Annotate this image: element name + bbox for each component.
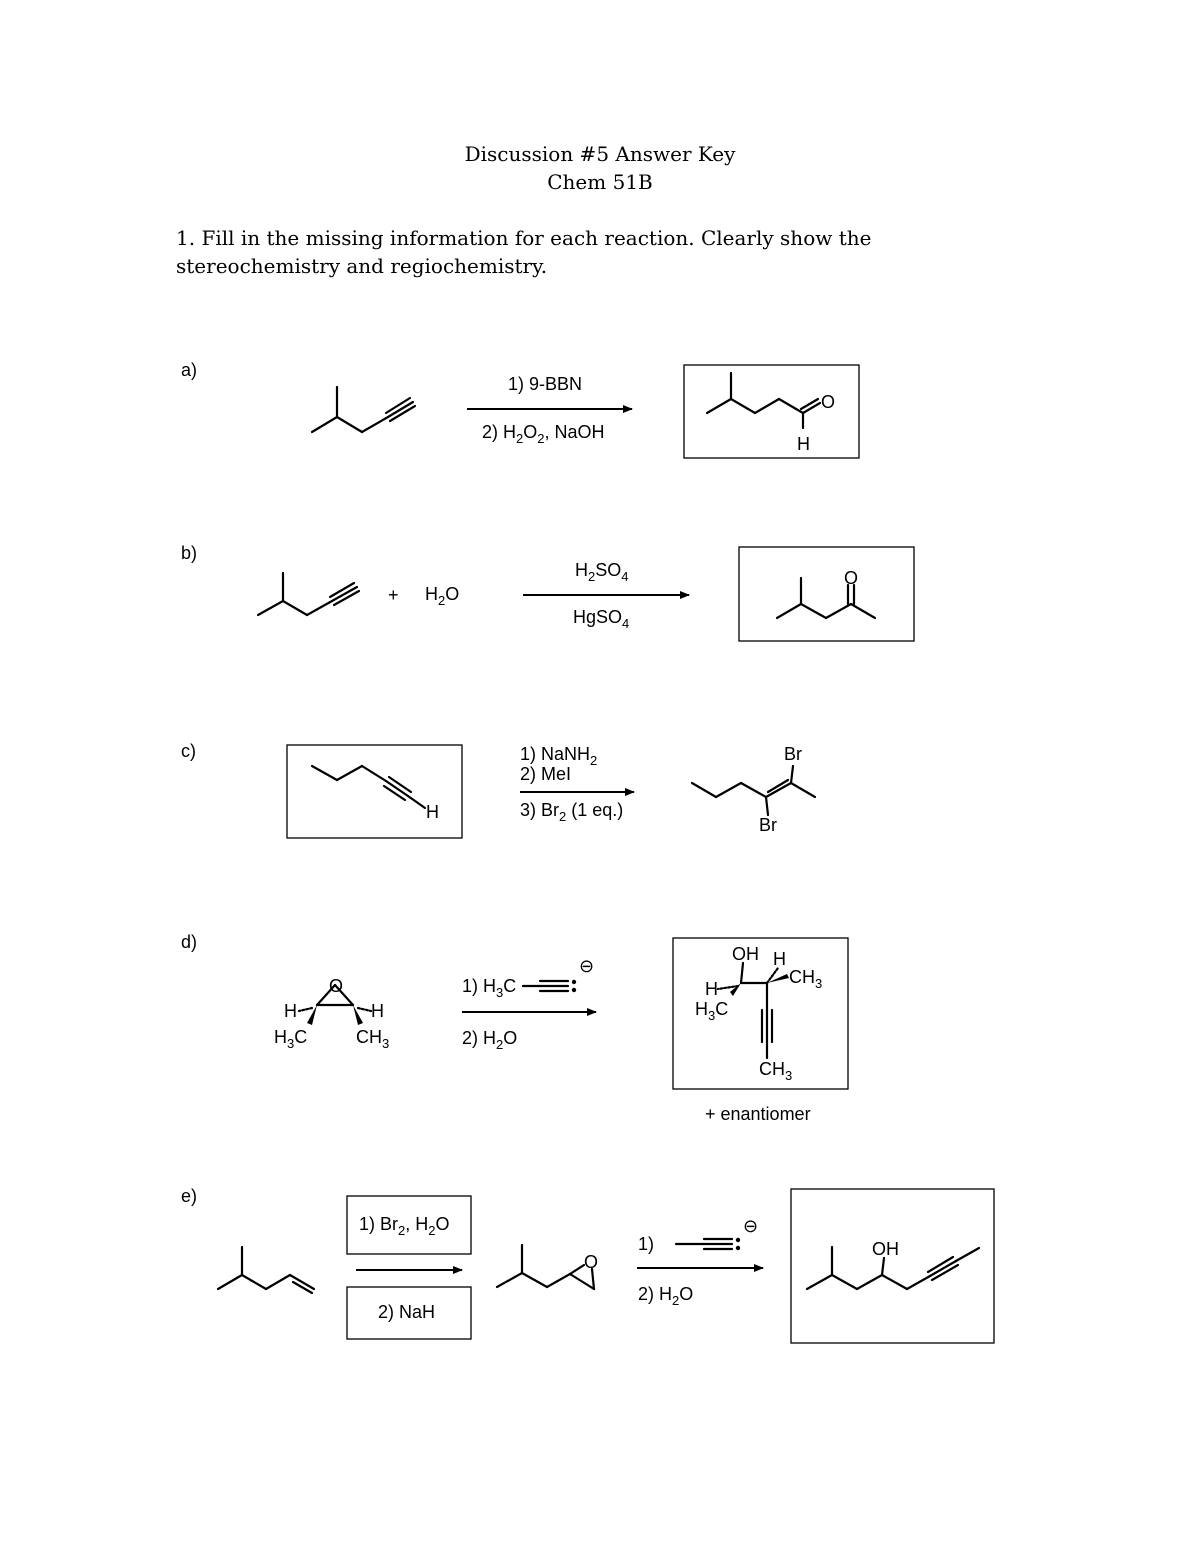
part-e-reagent-1: 1) $Br_2$, $H_2O$ bbox=[359, 1214, 450, 1238]
part-a-starting-alkyne bbox=[312, 387, 415, 432]
part-c-answer-box bbox=[287, 745, 462, 838]
part-d-epoxide-methyl-right: $CH_3$ bbox=[356, 1027, 390, 1051]
part-e-reaction bbox=[218, 1189, 994, 1343]
part-e-step-2: 2) $H_2O$ bbox=[638, 1284, 694, 1308]
part-a-product-hydrogen: H bbox=[797, 434, 810, 454]
part-c-reagent-3: 3) $Br_2$ (1 eq.) bbox=[520, 800, 624, 824]
part-d-negative-charge: ⊖ bbox=[579, 956, 595, 976]
part-c-reaction bbox=[287, 744, 815, 838]
part-c-product-dibromoalkene bbox=[692, 766, 815, 815]
part-a-reagent-1: 1) 9-BBN bbox=[508, 374, 583, 394]
part-e-intermediate-epoxide bbox=[497, 1245, 594, 1289]
part-d-reaction bbox=[274, 938, 848, 1124]
part-c-reagent-2: 2) MeI bbox=[520, 764, 572, 784]
part-c-reagent-1: 1) NaNH$_2$ bbox=[520, 744, 598, 768]
part-a-reaction bbox=[312, 365, 859, 458]
part-b-reagent-1: $H_2SO_4$ bbox=[575, 560, 629, 584]
part-d-product-h-top: H bbox=[773, 949, 786, 969]
part-e-step-1-label: 1) bbox=[638, 1234, 655, 1254]
part-d-epoxide-h-right: H bbox=[371, 1001, 384, 1021]
part-d-epoxide-methyl-left: $H_3C$ bbox=[274, 1027, 308, 1051]
part-d-product-methyl-left: $H_3C$ bbox=[695, 999, 729, 1023]
part-c-label: c) bbox=[181, 741, 196, 761]
part-b-product-ketone bbox=[777, 578, 875, 618]
part-b-reaction bbox=[258, 547, 914, 641]
part-a-label: a) bbox=[181, 360, 198, 380]
part-b-label: b) bbox=[181, 543, 198, 563]
part-d-epoxide-h-left: H bbox=[284, 1001, 297, 1021]
part-e-label: e) bbox=[181, 1186, 198, 1206]
part-b-plus: + bbox=[388, 585, 399, 605]
part-b-product-oxygen: O bbox=[844, 568, 859, 588]
part-d-epoxide-oxygen: O bbox=[329, 976, 344, 996]
part-d-product-oh: OH bbox=[732, 944, 759, 964]
part-e-product-oh: OH bbox=[872, 1239, 899, 1259]
part-e-negative-charge: ⊖ bbox=[743, 1216, 759, 1236]
part-d-label: d) bbox=[181, 932, 198, 952]
part-e-answer-box-product bbox=[791, 1189, 994, 1343]
question-instructions: 1. Fill in the missing information for each reaction. Clearly show the stereochemistry and regiochemistry. bbox=[176, 226, 872, 278]
part-d-product-h-left: H bbox=[705, 979, 718, 999]
part-c-terminal-alkyne bbox=[312, 766, 425, 808]
part-d-enantiomer-note: + enantiomer bbox=[705, 1104, 811, 1124]
course-name: Chem 51B bbox=[547, 170, 653, 194]
part-b-water: $H_2O$ bbox=[425, 584, 460, 608]
part-a-product-aldehyde bbox=[707, 373, 820, 428]
part-e-propynyl-anion-bond bbox=[676, 1238, 740, 1250]
part-e-intermediate-oxygen: O bbox=[584, 1252, 599, 1272]
document-title: Discussion #5 Answer Key bbox=[464, 142, 736, 166]
part-e-reagent-2: 2) NaH bbox=[378, 1302, 436, 1322]
part-a-reagent-2: 2) $H_2O_2$, NaOH bbox=[482, 422, 605, 446]
part-d-product bbox=[718, 963, 789, 1058]
part-d-reagent-2: 2) $H_2O$ bbox=[462, 1028, 518, 1052]
part-b-reagent-2: HgSO$_4$ bbox=[573, 607, 630, 631]
part-c-product-br-bottom: Br bbox=[759, 815, 777, 835]
part-c-product-br-top: Br bbox=[784, 744, 802, 764]
part-d-product-methyl-bottom: $CH_3$ bbox=[759, 1059, 793, 1083]
part-d-acetylide-bond bbox=[523, 980, 576, 992]
part-c-terminal-hydrogen: H bbox=[426, 802, 439, 822]
part-d-product-methyl-right: $CH_3$ bbox=[789, 967, 823, 991]
part-e-starting-alkene bbox=[218, 1247, 314, 1293]
part-a-product-oxygen: O bbox=[821, 392, 836, 412]
part-b-answer-box bbox=[739, 547, 914, 641]
part-b-starting-alkyne bbox=[258, 573, 359, 615]
part-d-reagent-1: 1) $H_3C$ bbox=[462, 976, 517, 1000]
